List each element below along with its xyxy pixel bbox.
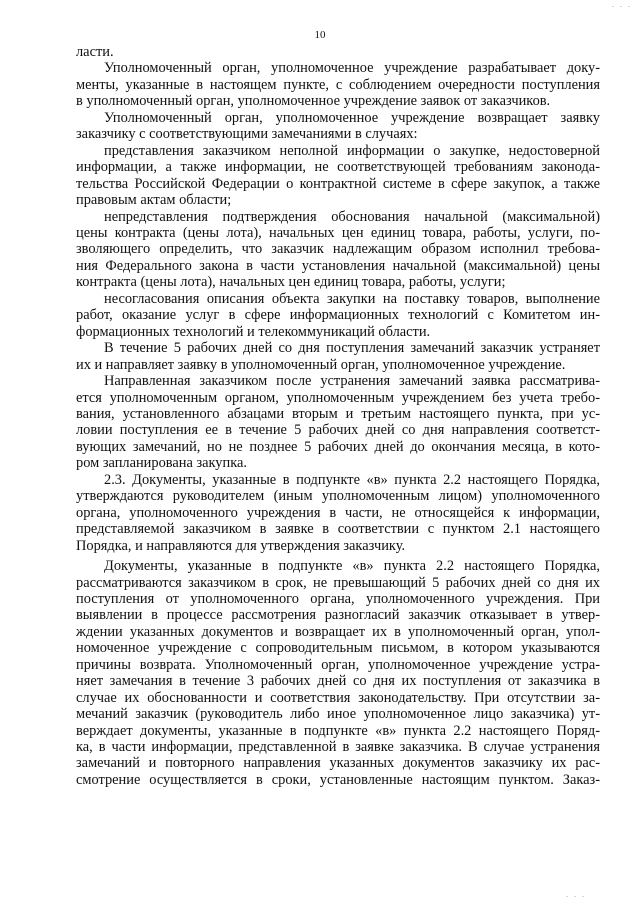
text-line: ловии поступления ее в течение 5 рабочих дней со дня направления соответст- xyxy=(76,422,600,439)
text-line: Уполномоченный орган, уполномоченное учреждение возвращает заявку xyxy=(104,109,600,126)
text-line: случае их обоснованности и соответствия законодательству. При отсутствии за- xyxy=(76,689,600,706)
text-line: формационных технологий и телекоммуникаций области. xyxy=(76,323,431,340)
text-line: мечаний заказчик (руководитель либо иное уполномоченное лицо заказчика) ут- xyxy=(76,706,600,723)
paragraph xyxy=(76,291,600,340)
text-line: няет замечания в течение 3 рабочих дней со дня их поступления от заказчика в xyxy=(76,673,600,690)
text-line: номоченное учреждение с сопроводительным письмом, в котором указываются xyxy=(76,640,600,657)
text-line: ждении указанных документов и возвращает их в уполномоченный орган, упол- xyxy=(76,623,600,640)
paragraph xyxy=(76,472,600,554)
text-line: зволяющего определить, что заказчик надлежащим образом исполнил требова- xyxy=(76,241,600,258)
text-line: менты, указанные в настоящем пункте, с соблюдением очередности поступления xyxy=(76,76,600,93)
text-line: непредставления подтверждения обоснования начальной (максимальной) xyxy=(104,208,600,225)
text-line: ласти. xyxy=(76,44,114,60)
page-number: 10 xyxy=(314,29,326,41)
text-line: несогласования описания объекта закупки на поставку товаров, выполнение xyxy=(104,290,600,307)
text-line: замечаний и повторного направления указанных документов заказчику их рас- xyxy=(76,755,600,772)
paragraph xyxy=(76,209,600,291)
text-line: заказчику с соответствующими замечаниями в случаях: xyxy=(76,126,418,143)
text-line: верждает документы, указанные в подпункте «в» пункта 2.2 настоящего Поряд- xyxy=(76,722,600,739)
text-line: представляемой заказчиком в заявке в соответствии с пунктом 2.1 настоящего xyxy=(76,521,600,538)
text-line: правовым актам области; xyxy=(76,192,232,209)
scan-artifact-dots-bottom: . . . xyxy=(566,890,586,899)
text-line: цены контракта (цены лота), начальных цен единиц товара, работы, услуги, по- xyxy=(76,224,600,241)
paragraph xyxy=(76,44,600,60)
text-line: тельства Российской Федерации о контрактной системе в сфере закупок, а также xyxy=(76,175,600,192)
text-line: работ, оказание услуг в сфере информационных технологий с Комитетом ин- xyxy=(76,307,600,324)
text-line: рассматриваются заказчиком в срок, не превышающий 5 рабочих дней со дня их xyxy=(76,574,600,591)
text-line: причины возврата. Уполномоченный орган, уполномоченное учреждение устра- xyxy=(76,656,600,673)
text-line: вания, установленного абзацами вторым и третьим настоящего пункта, при ус- xyxy=(76,405,600,422)
text-line: ром запланирована закупка. xyxy=(76,455,247,472)
text-line: смотрение осуществляется в сроки, установленные настоящим пунктом. Заказ- xyxy=(76,771,600,788)
paragraph xyxy=(76,373,600,472)
paragraph xyxy=(76,340,600,373)
document-body xyxy=(76,44,600,788)
text-line: утверждаются руководителем (иным уполномоченным лицом) уполномоченного xyxy=(76,488,600,505)
text-line: органа, уполномоченного учреждения в части, не относящейся к информации, xyxy=(76,504,600,521)
text-line: контракта (цены лота), начальных цен единиц товара, работы, услуги; xyxy=(76,274,506,291)
text-line: вующих замечаний, но не позднее 5 рабочих дней до окончания месяца, в кото- xyxy=(76,438,600,455)
text-line: ния Федерального закона в части установления начальной (максимальной) цены xyxy=(76,257,600,274)
text-line: Порядка, и направляются для утверждения заказчику. xyxy=(76,537,406,554)
text-line: Документы, указанные в подпункте «в» пункта 2.2 настоящего Порядка, xyxy=(104,558,600,575)
text-line: в уполномоченный орган, уполномоченное учреждение заявок от заказчиков. xyxy=(76,93,551,110)
paragraph xyxy=(76,110,600,143)
text-line: информации, а также информации, не соответствующей требованиям законода- xyxy=(76,159,600,176)
text-line: представления заказчиком неполной информации о закупке, недостоверной xyxy=(104,142,600,159)
paragraph xyxy=(76,60,600,109)
text-line: В течение 5 рабочих дней со дня поступления замечаний заказчик устраняет xyxy=(104,340,600,357)
text-line: их и направляет заявку в уполномоченный орган, уполномоченное учреждение. xyxy=(76,356,566,373)
text-line: поступления от уполномоченного органа, уполномоченного учреждения. При xyxy=(76,590,600,607)
text-line: выявлении в процессе рассмотрения разногласий заказчик отказывает в утвер- xyxy=(76,607,600,624)
scan-artifact-dots: . . . xyxy=(612,0,632,9)
text-line: Уполномоченный орган, уполномоченное учреждение разрабатывает доку- xyxy=(104,60,600,77)
text-line: 2.3. Документы, указанные в подпункте «в» пункта 2.2 настоящего Порядка, xyxy=(104,471,600,488)
text-line: ется уполномоченным органом, уполномоченным учреждением без учета требо- xyxy=(76,389,600,406)
paragraph xyxy=(76,143,600,209)
paragraph xyxy=(76,558,600,788)
text-line: Направленная заказчиком после устранения замечаний заявка рассматрива- xyxy=(104,373,600,390)
text-line: ка, в части информации, представленной в заявке заказчика. В случае устранения xyxy=(76,739,600,756)
